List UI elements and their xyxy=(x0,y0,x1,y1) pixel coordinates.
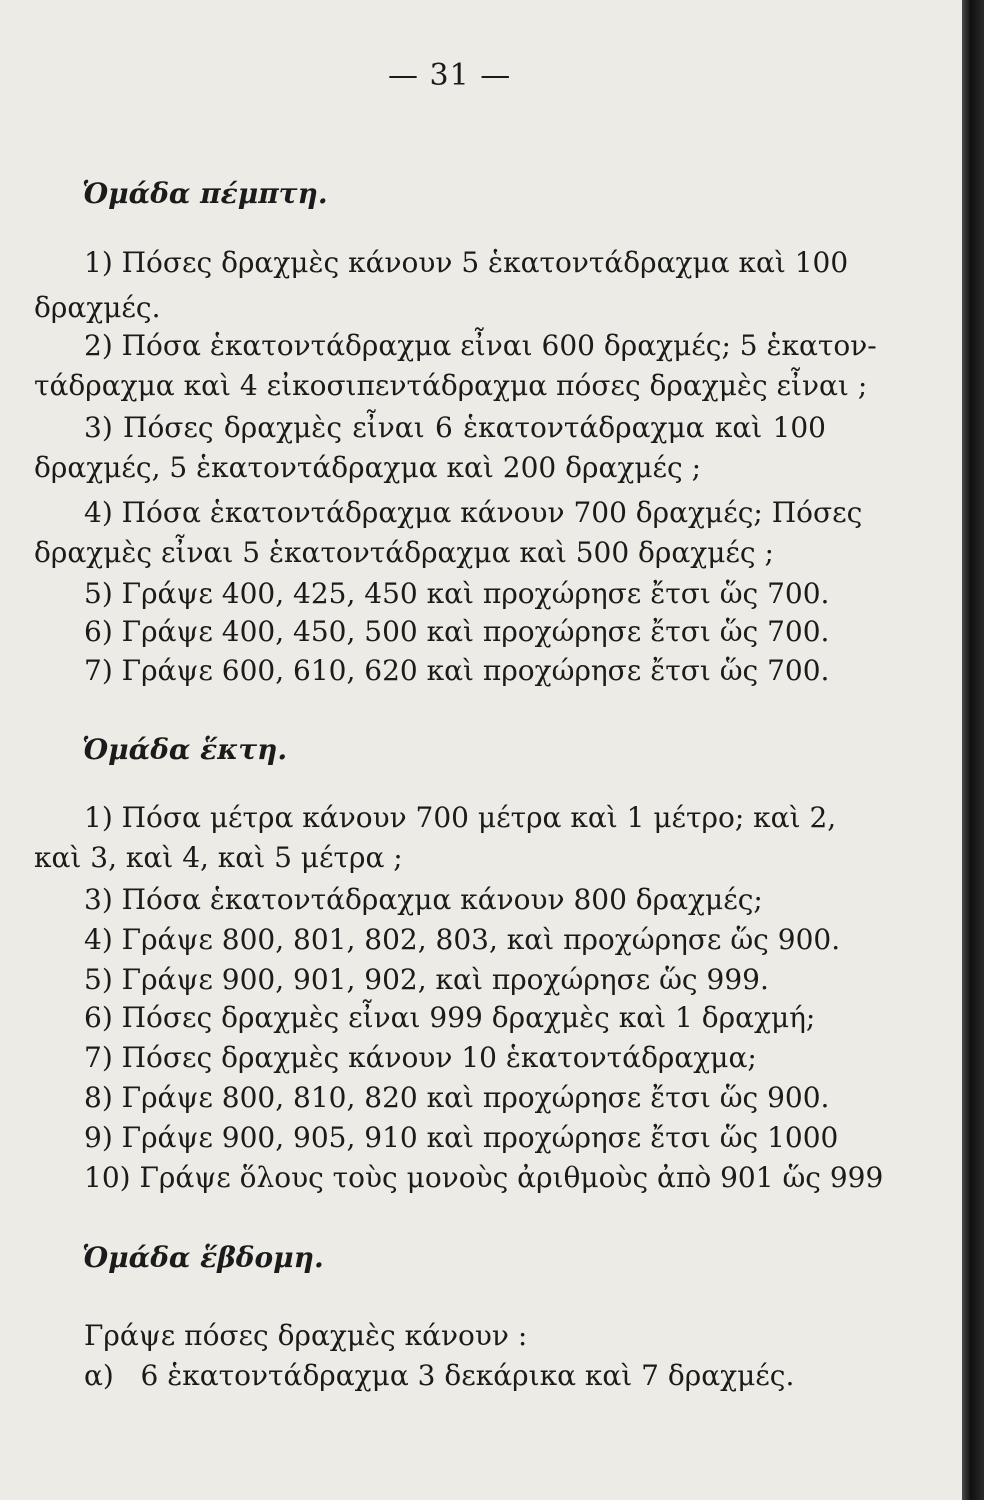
text-line: 1) Πόσα μέτρα κάνουν 700 μέτρα καὶ 1 μέτρο; καὶ 2, xyxy=(84,801,837,834)
text-line: δραχμές, 5 ἑκατοντάδραχμα καὶ 200 δραχμές ; xyxy=(34,451,702,484)
text-line: 4) Γράψε 800, 801, 802, 803, καὶ προχώρησε ὥς 900. xyxy=(84,923,841,956)
section-heading-6: Ὁμάδα ἕκτη. xyxy=(82,733,288,766)
text-line: τάδραχμα καὶ 4 εἰκοσιπεντάδραχμα πόσες δραχμὲς εἶναι ; xyxy=(34,369,868,402)
text-line: 4) Πόσα ἑκατοντάδραχμα κάνουν 700 δραχμές; Πόσες xyxy=(84,496,863,529)
text-line: 8) Γράψε 800, 810, 820 καὶ προχώρησε ἔτσι ὥς 900. xyxy=(84,1081,830,1114)
book-spine-edge xyxy=(962,0,984,1500)
text-line: δραχμές. xyxy=(34,291,161,324)
section-heading-5: Ὁμάδα πέμπτη. xyxy=(82,177,328,210)
text-line: α) 6 ἑκατοντάδραχμα 3 δεκάρικα καὶ 7 δραχμές. xyxy=(84,1359,795,1392)
text-line: 5) Γράψε 900, 901, 902, καὶ προχώρησε ὥς 999. xyxy=(84,963,769,996)
text-line: 10) Γράψε ὅλους τοὺς μονοὺς ἀριθμοὺς ἀπὸ 901 ὥς 999 xyxy=(84,1161,884,1194)
text-line: 3) Πόσες δραχμὲς εἶναι 6 ἑκατοντάδραχμα καὶ 100 xyxy=(84,411,826,444)
text-line: 3) Πόσα ἑκατοντάδραχμα κάνουν 800 δραχμές; xyxy=(84,883,763,916)
section-heading-7: Ὁμάδα ἕβδομη. xyxy=(82,1241,324,1274)
text-line: 6) Πόσες δραχμὲς εἶναι 999 δραχμὲς καὶ 1 δραχμή; xyxy=(84,1001,816,1034)
text-line: 5) Γράψε 400, 425, 450 καὶ προχώρησε ἔτσι ὥς 700. xyxy=(84,577,830,610)
text-line: 7) Πόσες δραχμὲς κάνουν 10 ἑκατοντάδραχμα; xyxy=(84,1041,757,1074)
text-line: Γράψε πόσες δραχμὲς κάνουν : xyxy=(84,1319,528,1352)
text-line: 7) Γράψε 600, 610, 620 καὶ προχώρησε ἔτσι ὥς 700. xyxy=(84,654,830,687)
text-line: 1) Πόσες δραχμὲς κάνουν 5 ἑκατοντάδραχμα καὶ 100 xyxy=(84,246,849,279)
text-line: 6) Γράψε 400, 450, 500 καὶ προχώρησε ἔτσι ὥς 700. xyxy=(84,615,830,648)
text-line: καὶ 3, καὶ 4, καὶ 5 μέτρα ; xyxy=(34,841,403,874)
page-number: — 31 — xyxy=(388,58,512,93)
text-line: 9) Γράψε 900, 905, 910 καὶ προχώρησε ἔτσι ὥς 1000 xyxy=(84,1121,839,1154)
text-line: 2) Πόσα ἑκατοντάδραχμα εἶναι 600 δραχμές; 5 ἑκατον- xyxy=(84,329,877,362)
text-line: δραχμὲς εἶναι 5 ἑκατοντάδραχμα καὶ 500 δραχμές ; xyxy=(34,536,774,569)
